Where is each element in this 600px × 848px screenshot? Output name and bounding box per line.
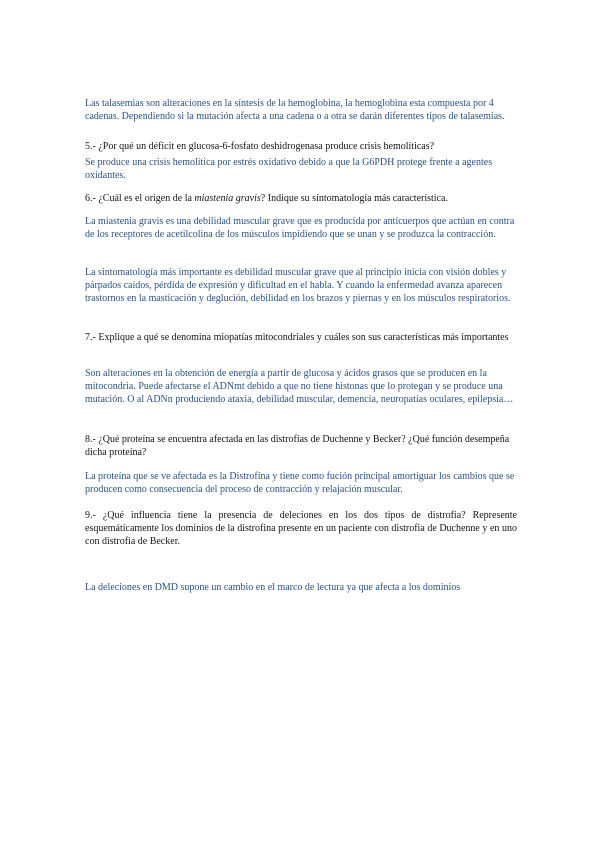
answer-6-paragraph-1: La miastenia gravis es una debilidad muscular grave que es producida por anticuerpos que actúan en contra de los receptores de acetilcolina de los músculos impidiendo que se unan y se produzca la contracción. [85,216,515,240]
question-6 [85,193,517,206]
answer-7: Son alteraciones en la obtención de energía a partir de glucosa y ácidos grasos que se producen en la mitocondria. Puede afectarse el ADNmt debido a que no tiene histonas que lo protegan y se produce una mutación. O al ADNn produciendo ataxia, debilidad muscular, demencia, neuropatías oculares, epilepsia… [85,368,514,405]
question-6-start: 6.- ¿Cuál es el origen de la [85,193,195,204]
answer-9: La deleciones en DMD supone un cambio en el marco de lectura ya que afecta a los dominios [85,582,461,593]
question-5: 5.- ¿Por qué un déficit en glucosa-6-fosfato deshidrogenasa produce crisis hemolíticas? [85,141,435,152]
question-7: 7.- Explique a qué se denomina miopatías mitocondriales y cuáles son sus características más importantes [85,332,509,343]
intro-answer: Las talasemias son alteraciones en la síntesis de la hemoglobina, la hemoglobina esta compuesta por 4 cadenas. Dependiendo si la mutación afecta a una cadena o a otra se darán diferentes tipos de talasemias. [85,98,505,122]
question-8: 8.- ¿Qué proteína se encuentra afectada en las distrofias de Duchenne y Becker? ¿Qué función desempeña dicha proteína? [85,434,510,458]
answer-5: Se produce una crisis hemolítica por estrés oxidativo debido a que la G6PDH protege frente a agentes oxidantes. [85,157,493,181]
answer-8: La proteína que se ve afectada es la Distrofina y tiene como fución principal amortiguar los cambios que se producen como consecuencia del proceso de contracción y relajación muscular. [85,471,515,495]
question-9: 9.- ¿Qué influencia tiene la presencia de deleciones en los dos tipos de distrofia? Represente esquemáticamente los dominios de la distrofina presente en un paciente con distrofia de Duchenne y en uno con distrofia de Becker. [85,510,517,547]
question-6-end: ? Indique su sintomatología más característica. [260,193,448,204]
question-6-emphasis: miastenia gravis [194,193,261,204]
answer-6-paragraph-2: La sintomatología más importante es debilidad muscular grave que al principio inicia con visión dobles y párpados caídos, pérdida de expresión y dificultad en el habla. Y cuando la enfermedad avanza aparecen trastornos en la masticación y deglución, debilidad en los brazos y piernas y en los músculos respiratorios. [85,267,511,304]
